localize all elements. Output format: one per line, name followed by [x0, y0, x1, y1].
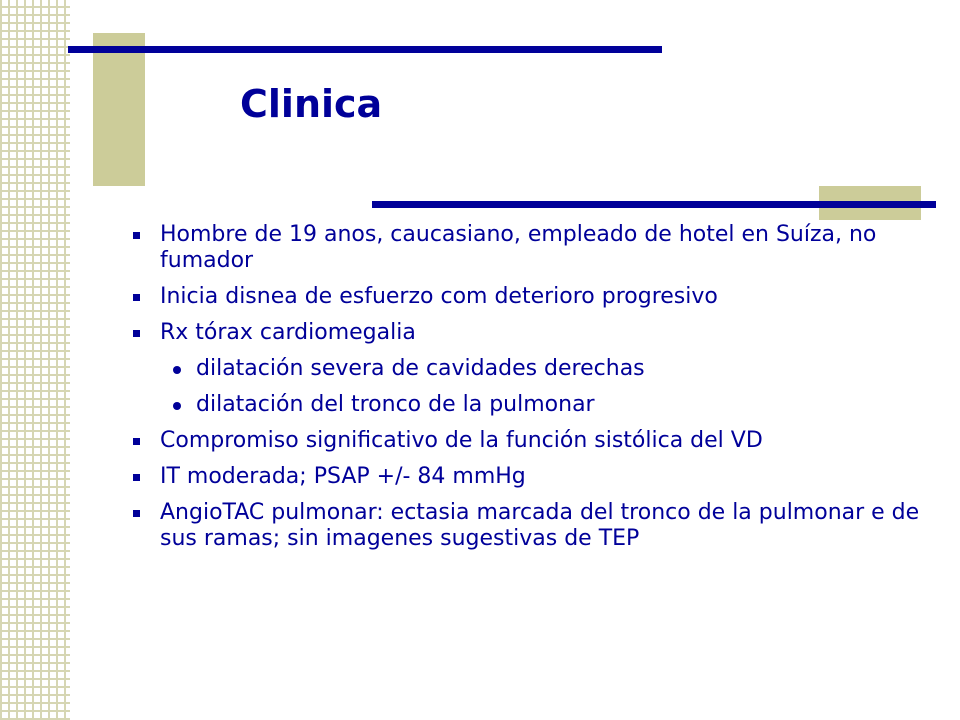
bullet-text: Rx tórax cardiomegalia: [160, 320, 416, 345]
bullet-item: [130, 222, 920, 274]
title-accent-block: [93, 33, 145, 186]
bullet-item: [130, 500, 920, 552]
bullet-list: [130, 222, 920, 562]
bullet-item: [130, 464, 920, 490]
square-bullet-icon: [133, 474, 140, 481]
bullet-item: [130, 284, 920, 310]
round-bullet-icon: [173, 366, 181, 374]
bullet-text: Compromiso significativo de la función sistólica del VD: [160, 428, 763, 453]
slide-title: Clinica: [240, 82, 383, 126]
divider-accent-rule: [372, 201, 936, 208]
round-bullet-icon: [173, 402, 181, 410]
sub-bullet-text: dilatación del tronco de la pulmonar: [196, 392, 595, 417]
top-accent-rule: [68, 46, 662, 53]
square-bullet-icon: [133, 294, 140, 301]
hatched-side-strip: [0, 0, 70, 720]
sub-bullet-text: dilatación severa de cavidades derechas: [196, 356, 645, 381]
sub-bullet-list: [159, 356, 920, 418]
bullet-item: [130, 428, 920, 454]
square-bullet-icon: [133, 438, 140, 445]
square-bullet-icon: [133, 510, 140, 517]
square-bullet-icon: [133, 232, 140, 239]
sub-bullet-item: [159, 392, 920, 418]
bullet-text: AngioTAC pulmonar: ectasia marcada del tronco de la pulmonar e de sus ramas; sin imagenes sugestivas de TEP: [160, 500, 920, 551]
square-bullet-icon: [133, 330, 140, 337]
sub-bullet-item: [159, 356, 920, 382]
bullet-item: [130, 320, 920, 418]
bullet-text: Hombre de 19 anos, caucasiano, empleado de hotel en Suíza, no fumador: [160, 222, 877, 273]
bullet-text: IT moderada; PSAP +/- 84 mmHg: [160, 464, 526, 489]
bullet-text: Inicia disnea de esfuerzo com deterioro progresivo: [160, 284, 718, 309]
